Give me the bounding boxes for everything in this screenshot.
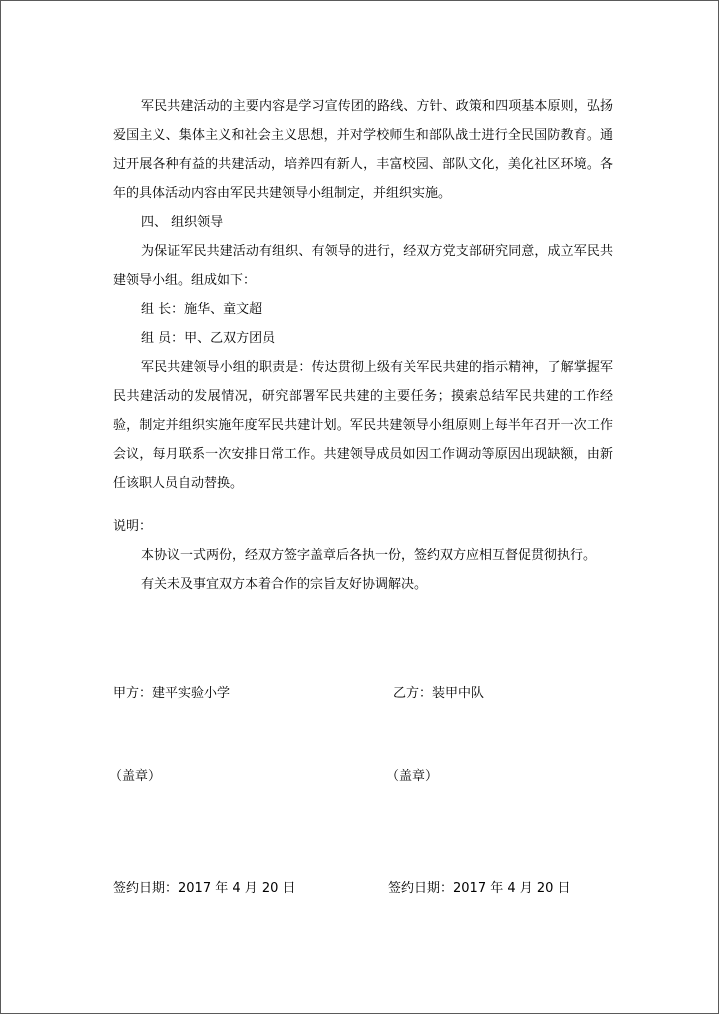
notes-paragraph-copies: 本协议一式两份，经双方签字盖章后各执一份，签约双方应相互督促贯彻执行。 — [141, 548, 597, 563]
party-b-name: 乙方：装甲中队 — [393, 686, 485, 701]
party-a-seal: （盖章） — [109, 769, 162, 784]
group-leader-line: 组 长：施华、童文超 — [141, 302, 263, 317]
notes-paragraph-unresolved: 有关未及事宜双方本着合作的宗旨友好协调解决。 — [141, 577, 428, 592]
party-a-sign-date: 签约日期：2017 年 4 月 20 日 — [113, 881, 296, 896]
body-paragraph-duties: 军民共建领导小组的职责是：传达贯彻上级有关军民共建的指示精神，了解掌握军民共建活动的发展情况，研究部署军民共建的主要任务；摸索总结军民共建的工作经验，制定并组织实施年度军民共建计划。军民共建领导小组原则上每半年召开一次工作会议，每月联系一次安排日常工作。共建领导成员如因工作调动等原因出现缺额，由新任该职人员自动替换。 — [113, 360, 613, 491]
agreement-body — [113, 92, 613, 498]
group-member-line: 组 员：甲、乙双方团员 — [141, 331, 276, 346]
section-heading-organization: 四、 组织领导 — [141, 215, 224, 230]
party-b-seal: （盖章） — [386, 769, 439, 784]
body-paragraph-activities: 军民共建活动的主要内容是学习宣传团的路线、方针、政策和四项基本原则，弘扬爱国主义、集体主义和社会主义思想，并对学校师生和部队战士进行全民国防教育。通过开展各种有益的共建活动，培养四有新人，丰富校园、部队文化，美化社区环境。各年的具体活动内容由军民共建领导小组制定，并组织实施。 — [113, 99, 613, 201]
notes-heading: 说明： — [113, 519, 153, 534]
notes-section — [113, 512, 613, 599]
party-b-sign-date: 签约日期：2017 年 4 月 20 日 — [388, 881, 571, 896]
body-paragraph-group-setup: 为保证军民共建活动有组织、有领导的进行，经双方党支部研究同意，成立军民共建领导小组。组成如下： — [113, 244, 613, 288]
party-a-name: 甲方：建平实验小学 — [113, 686, 231, 701]
